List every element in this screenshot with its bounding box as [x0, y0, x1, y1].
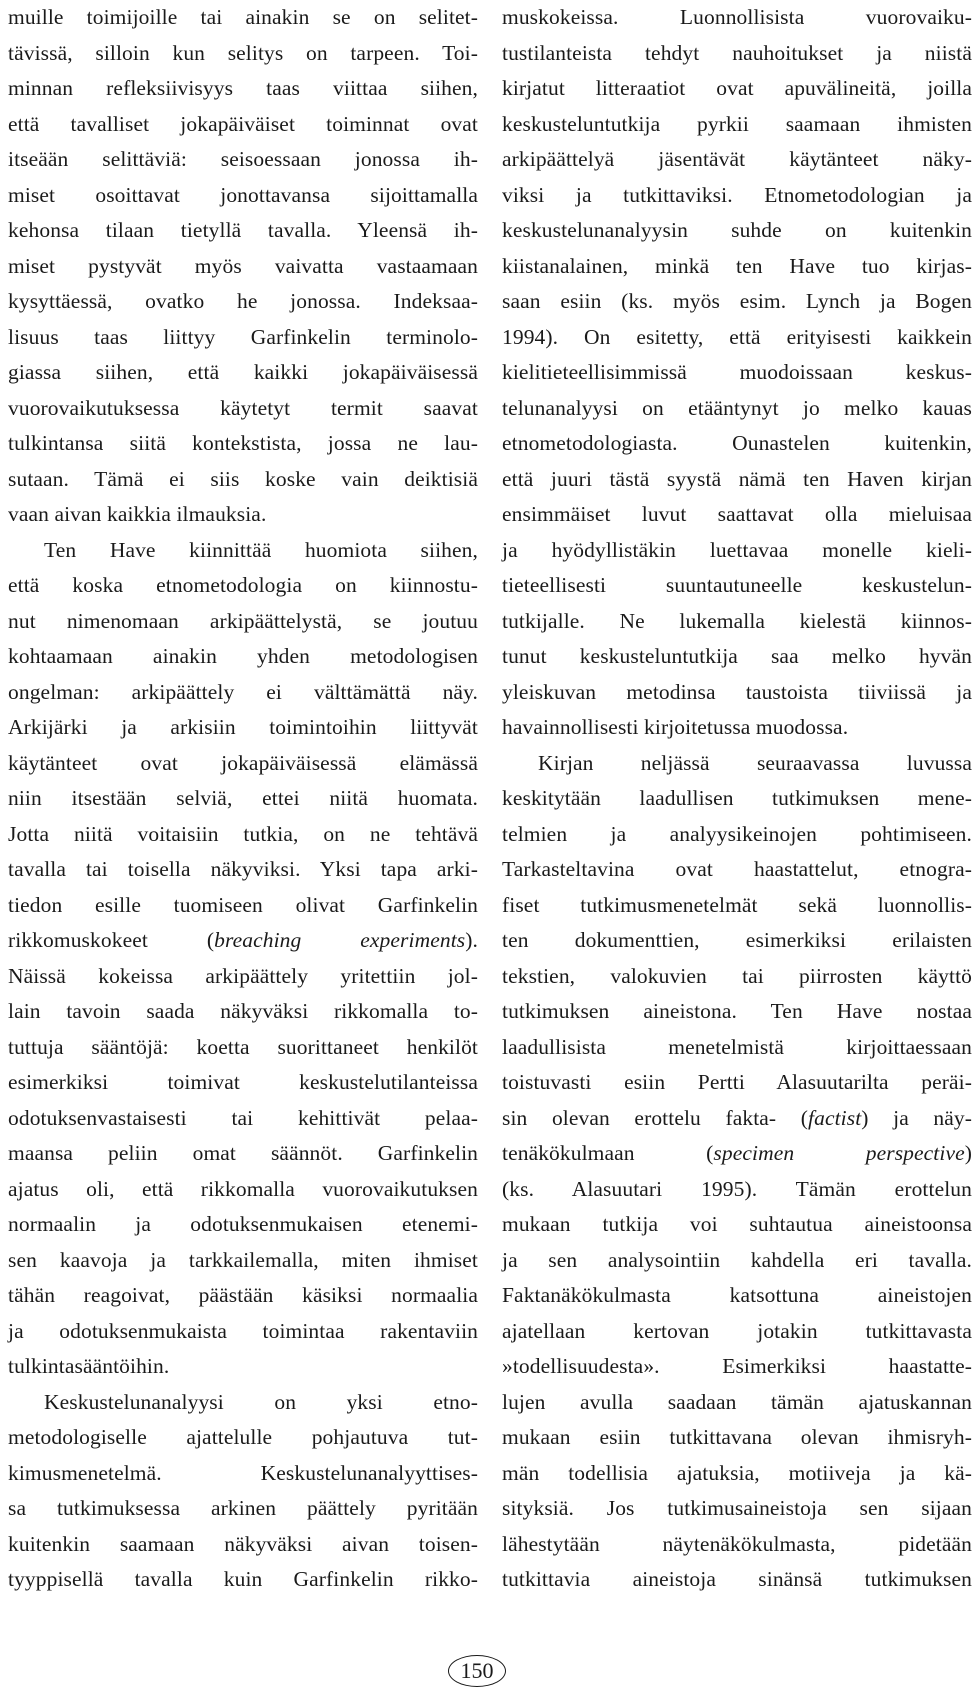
text-line: »todellisuudesta». Esimerkiksi haastatte- — [502, 1354, 972, 1378]
text-line: lisuus taas liittyy Garfinkelin terminolo- — [8, 324, 478, 349]
text-line: kysyttäessä, ovatko he jonossa. Indeksaa- — [8, 289, 478, 313]
text-line: vaan aivan kaikkia ilmauksia. — [8, 502, 267, 526]
text-line: niin itsestään selviä, ettei niitä huomata. — [8, 786, 478, 810]
text-line: minnan refleksiivisyys taas viittaa siihen, — [8, 76, 478, 100]
text-line: ensimmäiset luvut saattavat olla mieluisaa — [502, 502, 972, 526]
text-line: tutkijalle. Ne lukemalla kielestä kiinnos- — [502, 608, 972, 633]
text-line: tyyppisellä tavalla kuin Garfinkelin rikko- — [8, 1567, 478, 1591]
text-line: kuitenkin saamaan näkyväksi aivan toisen- — [8, 1531, 478, 1556]
text-line: tunut keskusteluntutkija saa melko hyvän — [502, 644, 972, 668]
text-line: tieteellisesti suuntautuneelle keskustelun- — [502, 573, 972, 597]
text-line: etnometodologiasta. Ounastelen kuitenkin, — [502, 431, 972, 455]
text-line: Kirjan neljässä seuraavassa luvussa — [538, 750, 972, 775]
text-line: tavalla tai toisella näkyviksi. Yksi tapa arki- — [8, 857, 478, 881]
text-line: arkipäättelyä jäsentävät käytänteet näky- — [502, 147, 972, 171]
text-line: Keskustelunanalyysi on yksi etno- — [44, 1389, 478, 1414]
text-line: Tarkasteltavina ovat haastattelut, etnogra- — [502, 857, 972, 881]
text-line: ongelman: arkipäättely ei välttämättä näy. — [8, 679, 478, 704]
text-line: tiedon esille tuomiseen olivat Garfinkelin — [8, 892, 478, 917]
text-line: tekstien, valokuvien tai piirrosten käyttö — [502, 963, 972, 988]
text-line: ajatellaan kertovan jotakin tutkittavasta — [502, 1318, 972, 1343]
page-number: 150 — [448, 1655, 506, 1687]
text-line: sen kaavoja ja tarkkailemalla, miten ihmiset — [8, 1247, 478, 1272]
right-text-column — [502, 0, 972, 1598]
text-line: maansa peliin omat säännöt. Garfinkelin — [8, 1141, 478, 1165]
text-line: kielitieteellisimmissä muodoissaan keskus- — [502, 360, 972, 384]
italic-term: breaching experiments — [214, 928, 466, 952]
text-line: että juuri tästä syystä nämä ten Haven kirjan — [502, 466, 972, 491]
text-line: tutkimuksen aineistona. Ten Have nostaa — [502, 999, 972, 1023]
text-line: odotuksenvastaisesti tai kehittivät pelaa- — [8, 1105, 478, 1130]
italic-term: specimen perspective — [713, 1141, 965, 1165]
text-line: tuttuja sääntöjä: koetta suorittaneet henkilöt — [8, 1034, 478, 1059]
text-line — [502, 1101, 972, 1137]
text-line: tulkintasääntöihin. — [8, 1354, 170, 1378]
text-line: viksi ja tutkittaviksi. Etnometodologian ja — [502, 182, 972, 207]
text-line: giassa siihen, että kaikki jokapäiväisessä — [8, 360, 478, 384]
text-line: tustilanteista tehdyt nauhoitukset ja niistä — [502, 40, 972, 65]
text-line — [8, 923, 478, 959]
text-line: sutaan. Tämä ei siis koske vain deiktisiä — [8, 466, 478, 491]
line-text-after: ). — [465, 928, 478, 952]
text-line: toistuvasti esiin Pertti Alasuutarilta peräi- — [502, 1070, 972, 1094]
text-line: normaalin ja odotuksenmukaisen etenemi- — [8, 1212, 478, 1236]
text-line: käytänteet ovat jokapäiväisessä elämässä — [8, 750, 478, 775]
text-line: ja odotuksenmukaista toimintaa rakentaviin — [8, 1318, 478, 1343]
text-line: sa tutkimuksessa arkinen päättely pyritään — [8, 1496, 478, 1520]
text-line: mukaan esiin tutkittavana olevan ihmisryh- — [502, 1425, 972, 1449]
text-line: kohtaamaan ainakin yhden metodologisen — [8, 644, 478, 668]
text-line: miset pystyvät myös vaivatta vastaamaan — [8, 253, 478, 278]
text-line: metodologiselle ajattelulle pohjautuva tut- — [8, 1425, 478, 1449]
text-line: keskustelunanalyysin suhde on kuitenkin — [502, 218, 972, 242]
text-line: nut nimenomaan arkipäättelystä, se joutuu — [8, 608, 478, 633]
text-line: 1994). On esitetty, että erityisesti kaikkein — [502, 324, 972, 349]
text-line: ten dokumenttien, esimerkiksi erilaisten — [502, 928, 972, 952]
text-line: (ks. Alasuutari 1995). Tämän erottelun — [502, 1176, 972, 1201]
text-line: havainnollisesti kirjoitetussa muodossa. — [502, 715, 849, 739]
text-line: että koska etnometodologia on kiinnostu- — [8, 573, 478, 597]
text-line: miset osoittavat jonottavansa sijoittamalla — [8, 182, 478, 207]
line-text: tenäkökulmaan ( — [502, 1141, 714, 1165]
text-line: että tavalliset jokapäiväiset toiminnat ovat — [8, 111, 478, 136]
text-line: Ten Have kiinnittää huomiota siihen, — [44, 537, 478, 562]
text-line: sityksiä. Jos tutkimusaineistoja sen sijaan — [502, 1496, 972, 1520]
text-line: ja sen analysointiin kahdella eri tavalla. — [502, 1247, 972, 1272]
text-line: tähän reagoivat, päästään käsiksi normaalia — [8, 1283, 478, 1307]
text-line: kehonsa tilaan tietyllä tavalla. Yleensä ih- — [8, 218, 478, 242]
text-line: ajatus oli, että rikkomalla vuorovaikutuksen — [8, 1176, 478, 1201]
text-line: muskokeissa. Luonnollisista vuorovaiku- — [502, 5, 972, 29]
text-line: saan esiin (ks. myös esim. Lynch ja Bogen — [502, 289, 972, 313]
text-line: mukaan tutkija voi suhtautua aineistoonsa — [502, 1212, 972, 1236]
text-line: yleiskuvan metodinsa taustoista tiiviissä ja — [502, 679, 972, 704]
text-line: fiset tutkimusmenetelmät sekä luonnollis- — [502, 892, 972, 917]
text-line: Jotta niitä voitaisiin tutkia, on ne tehtävä — [8, 821, 478, 846]
text-line: Arkijärki ja arkisiin toimintoihin liittyvät — [8, 715, 478, 739]
text-line: esimerkiksi toimivat keskustelutilanteissa — [8, 1070, 478, 1094]
text-line: keskusteluntutkija pyrkii saamaan ihmisten — [502, 111, 972, 136]
text-line: laadullisista menetelmistä kirjoittaessaan — [502, 1034, 972, 1059]
text-line: lujen avulla saadaan tämän ajatuskannan — [502, 1389, 972, 1414]
text-line: lähestytään näytenäkökulmasta, pidetään — [502, 1531, 972, 1556]
line-text-after: ) — [964, 1141, 972, 1165]
left-text-column — [8, 0, 478, 1598]
text-line: lain tavoin saada näkyväksi rikkomalla to- — [8, 999, 478, 1023]
line-text-after: ) ja näy- — [861, 1105, 972, 1130]
text-line: keskitytään laadullisen tutkimuksen mene- — [502, 786, 972, 810]
text-line: telmien ja analyysikeinojen pohtimiseen. — [502, 821, 972, 846]
text-line: vuorovaikutuksessa käytetyt termit saavat — [8, 395, 478, 420]
text-line: tulkintansa siitä kontekstista, jossa ne lau- — [8, 431, 478, 455]
text-line: Näissä kokeissa arkipäättely yritettiin jol- — [8, 963, 478, 988]
text-line: telunanalyysi on etääntynyt jo melko kauas — [502, 395, 972, 420]
text-line: tutkittavia aineistoja sinänsä tutkimuksen — [502, 1567, 972, 1591]
text-line: itseään selittäviä: seisoessaan jonossa ih- — [8, 147, 478, 171]
text-line: män todellisia ajatuksia, motiiveja ja kä- — [502, 1460, 972, 1485]
text-line: kimusmenetelmä. Keskustelunanalyyttises- — [8, 1460, 478, 1485]
text-line — [502, 1136, 972, 1172]
text-line: Faktanäkökulmasta katsottuna aineistojen — [502, 1283, 972, 1307]
line-text: sin olevan erottelu fakta- ( — [502, 1105, 809, 1130]
text-line: ja hyödyllistäkin luettavaa monelle kieli- — [502, 537, 972, 562]
italic-term: factist — [808, 1105, 862, 1130]
text-line: kirjatut litteraatiot ovat apuvälineitä, joilla — [502, 76, 972, 100]
text-line: kiistanalainen, minkä ten Have tuo kirjas- — [502, 253, 972, 278]
text-line: tävissä, silloin kun selitys on tarpeen. Toi- — [8, 40, 478, 65]
text-line: muille toimijoille tai ainakin se on selitet- — [8, 5, 478, 29]
line-text: rikkomuskokeet ( — [8, 928, 215, 952]
